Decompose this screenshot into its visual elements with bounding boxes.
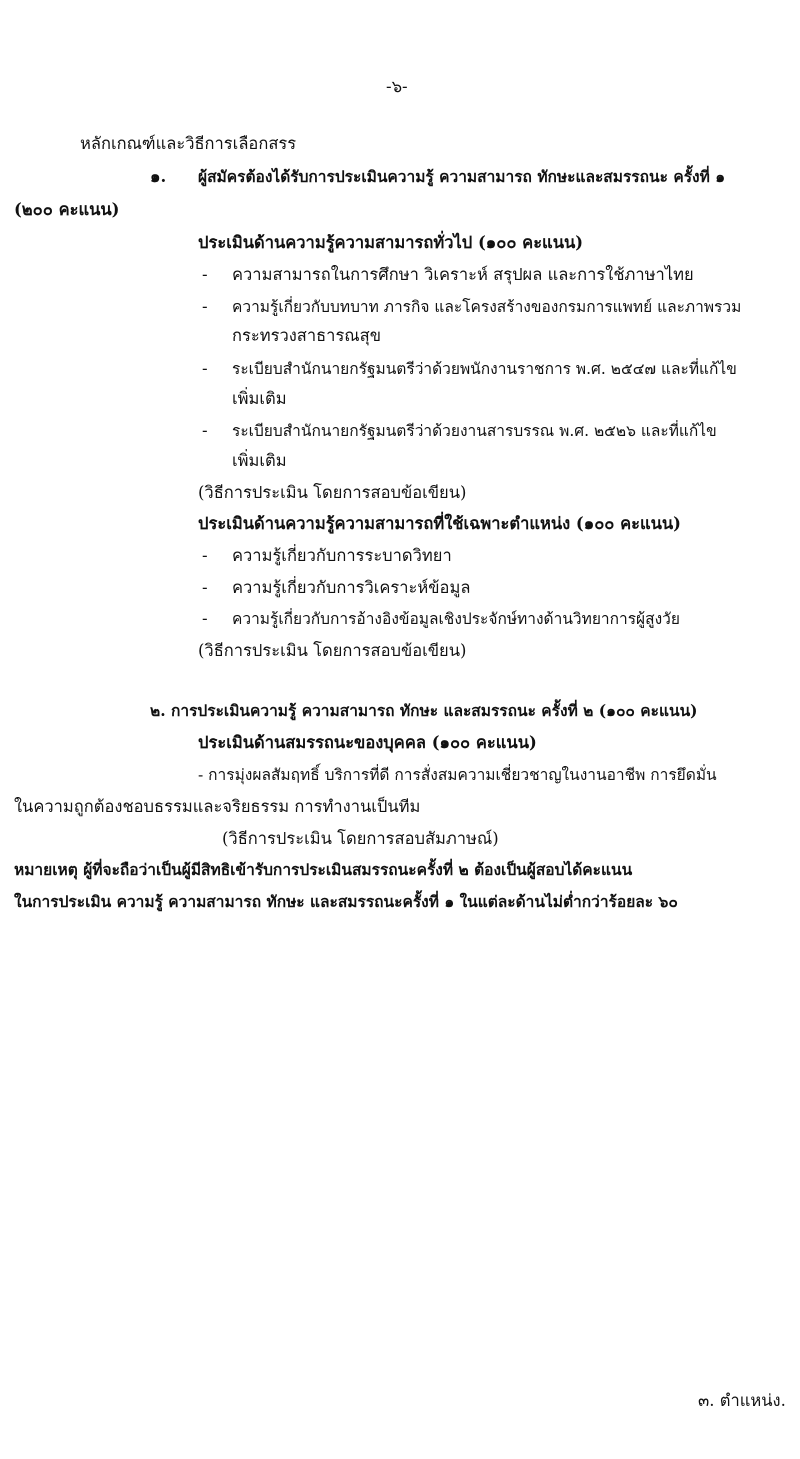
note-line-cont: ในการประเมิน ความรู้ ความสามารถ ทักษะ และสมรรถนะครั้งที่ ๑ ในแต่ละด้านไม่ต่ำกว่าร้อยละ ๖๐ — [14, 892, 678, 911]
section2-body-cont: ในความถูกต้องชอบธรรมและจริยธรรม การทำงานเป็นทีม — [14, 797, 421, 816]
general-item: ความสามารถในการศึกษา วิเคราะห์ สรุปผล และการใช้ภาษาไทย — [232, 265, 694, 284]
section2-title: ๒. การประเมินความรู้ ความสามารถ ทักษะ และสมรรถนะ ครั้งที่ ๒ (๑๐๐ คะแนน) — [150, 701, 698, 720]
specific-item: ความรู้เกี่ยวกับการวิเคราะห์ข้อมูล — [232, 578, 471, 597]
bullet-dash: - — [202, 609, 208, 628]
general-item-cont: กระทรวงสาธารณสุข — [232, 326, 381, 345]
bullet-dash: - — [202, 421, 208, 440]
section1-title-cont: (๒๐๐ คะแนน) — [14, 200, 120, 219]
specific-heading: ประเมินด้านความรู้ความสามารถที่ใช้เฉพาะตำแหน่ง (๑๐๐ คะแนน) — [198, 514, 681, 533]
bullet-dash: - — [202, 359, 208, 378]
general-item-cont: เพิ่มเติม — [232, 389, 287, 408]
bullet-dash: - — [202, 578, 208, 597]
bullet-dash: - — [202, 265, 208, 284]
page-number: -๖- — [386, 77, 408, 96]
specific-item: ความรู้เกี่ยวกับการระบาดวิทยา — [232, 546, 452, 565]
general-item-cont: เพิ่มเติม — [232, 451, 287, 470]
note-line: หมายเหตุ ผู้ที่จะถือว่าเป็นผู้มีสิทธิเข้ารับการประเมินสมรรถนะครั้งที่ ๒ ต้องเป็นผู้สอบได้คะแนน — [14, 860, 633, 879]
general-item: ระเบียบสำนักนายกรัฐมนตรีว่าด้วยพนักงานราชการ พ.ศ. ๒๕๔๗ และที่แก้ไข — [232, 360, 737, 378]
specific-method: (วิธีการประเมิน โดยการสอบข้อเขียน) — [198, 641, 467, 660]
general-method: (วิธีการประเมิน โดยการสอบข้อเขียน) — [198, 483, 467, 502]
section1-number: ๑. — [150, 167, 167, 186]
bullet-dash: - — [202, 546, 208, 565]
section2-method: (วิธีการประเมิน โดยการสอบสัมภาษณ์) — [222, 829, 499, 848]
general-item: ความรู้เกี่ยวกับบทบาท ภารกิจ และโครงสร้างของกรมการแพทย์ และภาพรวม — [232, 298, 742, 316]
next-section-marker: ๓. ตำแหน่ง. — [698, 1391, 786, 1410]
section2-sub-heading: ประเมินด้านสมรรถนะของบุคคล (๑๐๐ คะแนน) — [198, 733, 537, 752]
bullet-dash: - — [202, 297, 208, 316]
specific-item: ความรู้เกี่ยวกับการอ้างอิงข้อมูลเชิงประจักษ์ทางด้านวิทยาการผู้สูงวัย — [232, 610, 680, 628]
general-heading: ประเมินด้านความรู้ความสามารถทั่วไป (๑๐๐ คะแนน) — [198, 233, 584, 252]
section1-title: ผู้สมัครต้องได้รับการประเมินความรู้ ความสามารถ ทักษะและสมรรถนะ ครั้งที่ ๑ — [198, 167, 726, 186]
section2-body: - การมุ่งผลสัมฤทธิ์ บริการที่ดี การสั่งสมความเชี่ยวชาญในงานอาชีพ การยึดมั่น — [198, 766, 717, 784]
section-heading: หลักเกณฑ์และวิธีการเลือกสรร — [80, 134, 297, 153]
general-item: ระเบียบสำนักนายกรัฐมนตรีว่าด้วยงานสารบรรณ พ.ศ. ๒๕๒๖ และที่แก้ไข — [232, 422, 717, 440]
